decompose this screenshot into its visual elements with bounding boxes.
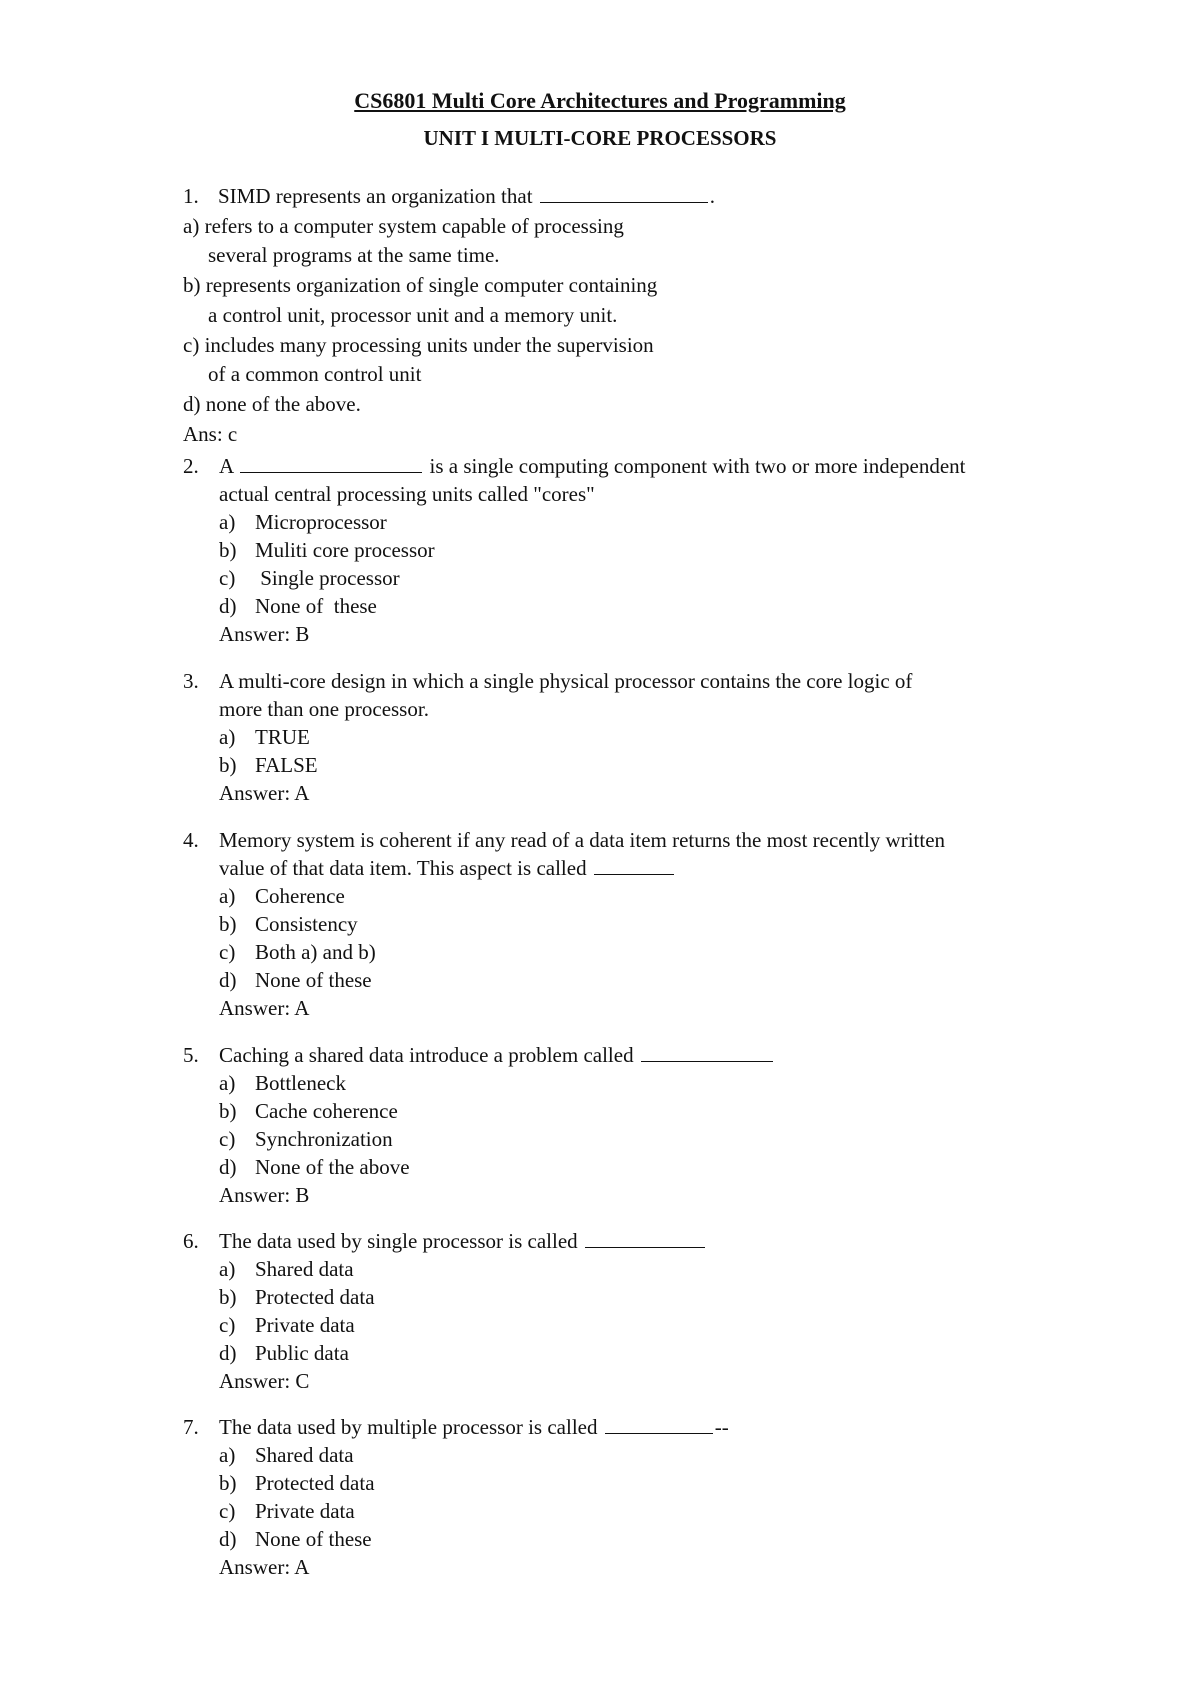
option-text: Shared data — [255, 1257, 354, 1281]
question-text: A — [219, 454, 234, 478]
question-stem — [183, 452, 1083, 480]
option-text: Microprocessor — [255, 510, 387, 534]
option-text: Protected data — [255, 1285, 375, 1309]
question-stem — [183, 826, 1083, 854]
question-stem — [183, 1041, 1083, 1069]
answer-blank — [585, 1229, 705, 1248]
option-text: refers to a computer system capable of processing — [204, 213, 624, 238]
question-number: 1. — [183, 184, 199, 208]
question-2 — [183, 452, 1083, 648]
option-label: c) — [219, 940, 236, 964]
option-label: b) — [219, 538, 237, 562]
answer: Answer: B — [219, 1183, 310, 1207]
question-text: A multi-core design in which a single physical processor contains the core logic of — [219, 669, 913, 693]
option-text: includes many processing units under the supervision — [204, 332, 654, 357]
answer-blank — [605, 1415, 713, 1434]
answer: Answer: C — [219, 1369, 310, 1393]
option-a — [183, 212, 1083, 242]
question-text: The data used by multiple processor is called — [219, 1415, 598, 1439]
option-b — [183, 751, 1083, 779]
option-d — [183, 1339, 1083, 1367]
option-a-cont: several programs at the same time. — [208, 243, 500, 268]
option-label: c) — [219, 1313, 236, 1337]
answer-blank — [240, 454, 422, 473]
option-label: d) — [219, 968, 237, 992]
option-text: Public data — [255, 1341, 349, 1365]
option-label: d) — [219, 594, 237, 618]
option-text: Private data — [255, 1313, 355, 1337]
option-d — [183, 966, 1083, 994]
option-label: c) — [219, 566, 236, 590]
option-c — [183, 1125, 1083, 1153]
answer: Answer: A — [219, 781, 310, 805]
option-label: b) — [219, 1471, 237, 1495]
answer-blank — [594, 856, 674, 875]
option-label: a) — [219, 1443, 236, 1467]
question-text: SIMD represents an organization that — [218, 184, 533, 208]
option-b — [183, 910, 1083, 938]
question-stem — [183, 1227, 1083, 1255]
question-number: 7. — [183, 1415, 199, 1439]
option-text: Cache coherence — [255, 1099, 398, 1123]
option-b — [183, 1469, 1083, 1497]
option-label: d) — [183, 391, 201, 416]
answer: Answer: B — [219, 622, 310, 646]
option-text: none of the above. — [205, 391, 361, 416]
option-a — [183, 1441, 1083, 1469]
option-label: a) — [219, 884, 236, 908]
option-label: b) — [219, 753, 237, 777]
answer: Ans: c — [183, 421, 238, 446]
question-stem-line2: more than one processor. — [219, 697, 429, 721]
option-a — [183, 1255, 1083, 1283]
question-punctuation: . — [709, 184, 716, 208]
option-b — [183, 536, 1083, 564]
question-5 — [183, 1041, 1083, 1209]
option-label: b) — [183, 273, 201, 298]
option-text: Bottleneck — [255, 1071, 346, 1095]
answer-blank — [540, 184, 708, 203]
option-c — [183, 331, 1083, 361]
option-label: a) — [219, 1071, 236, 1095]
option-text: None of these — [255, 1527, 372, 1551]
option-text: Consistency — [255, 912, 358, 936]
question-1 — [183, 182, 1083, 449]
option-label: c) — [219, 1127, 236, 1151]
option-d — [183, 1153, 1083, 1181]
option-label: b) — [219, 1099, 237, 1123]
question-number: 2. — [183, 454, 199, 478]
question-6 — [183, 1227, 1083, 1395]
option-a — [183, 1069, 1083, 1097]
option-label: a) — [219, 725, 236, 749]
option-a — [183, 882, 1083, 910]
option-a — [183, 508, 1083, 536]
option-label: c) — [219, 1499, 236, 1523]
option-text: represents organization of single computer containing — [205, 273, 658, 298]
question-text-cont: value of that data item. This aspect is called — [219, 856, 587, 880]
answer: Answer: A — [219, 996, 310, 1020]
option-label: a) — [219, 1257, 236, 1281]
question-number: 4. — [183, 828, 199, 852]
question-trailing-text: -- — [714, 1415, 729, 1439]
option-b-cont: a control unit, processor unit and a memory unit. — [208, 302, 618, 327]
question-text: Caching a shared data introduce a problem called — [219, 1043, 634, 1067]
answer: Answer: A — [219, 1555, 310, 1579]
question-text: The data used by single processor is called — [219, 1229, 578, 1253]
question-stem — [183, 1413, 1083, 1441]
option-text: Private data — [255, 1499, 355, 1523]
option-text: TRUE — [255, 725, 310, 749]
option-label: b) — [219, 1285, 237, 1309]
question-number: 6. — [183, 1229, 199, 1253]
option-label: d) — [219, 1341, 237, 1365]
option-c — [183, 1311, 1083, 1339]
option-b — [183, 271, 1083, 301]
option-a — [183, 723, 1083, 751]
option-text: Synchronization — [255, 1127, 393, 1151]
question-1-stem — [183, 182, 1083, 212]
option-d — [183, 1525, 1083, 1553]
option-text: Shared data — [255, 1443, 354, 1467]
option-text: Muliti core processor — [255, 538, 435, 562]
option-d — [183, 390, 1083, 420]
option-c — [183, 1497, 1083, 1525]
unit-heading: UNIT I MULTI-CORE PROCESSORS — [423, 126, 777, 150]
option-c — [183, 938, 1083, 966]
option-label: c) — [183, 332, 200, 357]
option-text: FALSE — [255, 753, 318, 777]
question-text-cont: is a single computing component with two or more independent — [429, 454, 966, 478]
question-number: 5. — [183, 1043, 199, 1067]
question-stem-line2: actual central processing units called "cores" — [219, 482, 595, 506]
option-label: a) — [219, 510, 236, 534]
option-b — [183, 1283, 1083, 1311]
question-stem — [183, 667, 1083, 695]
question-text: Memory system is coherent if any read of a data item returns the most recently written — [219, 828, 946, 852]
option-c-cont: of a common control unit — [208, 362, 422, 387]
option-label: b) — [219, 912, 237, 936]
option-c — [183, 564, 1083, 592]
document-title: CS6801 Multi Core Architectures and Programming — [354, 88, 846, 113]
option-text: None of the above — [255, 1155, 410, 1179]
option-d — [183, 592, 1083, 620]
option-text: Protected data — [255, 1471, 375, 1495]
answer-blank — [641, 1043, 773, 1062]
option-b — [183, 1097, 1083, 1125]
option-text: Single processor — [255, 566, 400, 590]
question-3 — [183, 667, 1083, 807]
option-text: Coherence — [255, 884, 345, 908]
option-text: None of these — [255, 594, 377, 618]
question-number: 3. — [183, 669, 199, 693]
question-7 — [183, 1413, 1083, 1581]
option-text: None of these — [255, 968, 372, 992]
question-stem-line2 — [183, 854, 1083, 882]
option-label: d) — [219, 1527, 237, 1551]
question-4 — [183, 826, 1083, 1022]
option-text: Both a) and b) — [255, 940, 376, 964]
option-label: a) — [183, 213, 200, 238]
option-label: d) — [219, 1155, 237, 1179]
